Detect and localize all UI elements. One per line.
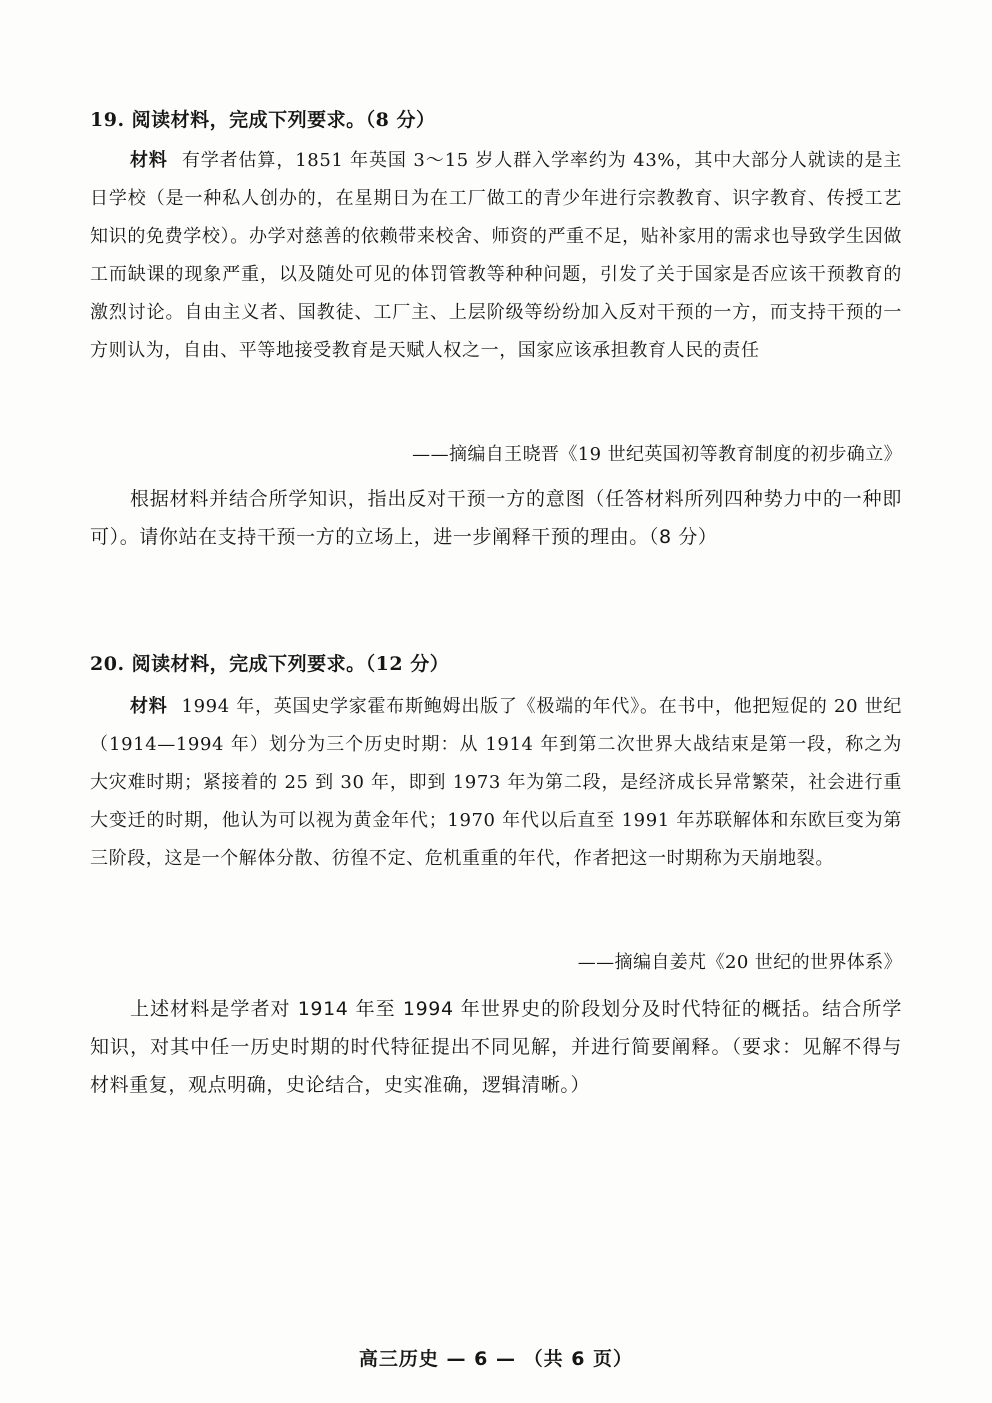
question-20: [90, 652, 902, 676]
material-paragraph: [90, 142, 902, 370]
question-19-title: 19. 阅读材料，完成下列要求。（8 分）: [90, 109, 436, 131]
question-20-prompt: [90, 990, 902, 1104]
material-label: 材料: [130, 696, 168, 717]
question-prompt: 上述材料是学者对 1914 年至 1994 年世界史的阶段划分及时代特征的概括。结合所学知识，对其中任一历史时期的时代特征提出不同见解，并进行简要阐释。（要求：见解不得与材料重复，观点明确，史论结合，史实准确，逻辑清晰。）: [90, 998, 902, 1096]
page-footer: 高三历史 — 6 — （共 6 页）: [358, 1348, 634, 1370]
question-19-material: [90, 142, 902, 370]
material-text: 有学者估算，1851 年英国 3～15 岁人群入学率约为 43%，其中大部分人就读的是主日学校（是一种私人创办的，在星期日为在工厂做工的青少年进行宗教教育、识字教育、传授工艺知识的免费学校）。办学对慈善的依赖带来校舍、师资的严重不足，贴补家用的需求也导致学生因做工而缺课的现象严重，以及随处可见的体罚管教等种种问题，引发了关于国家是否应该干预教育的激烈讨论。自由主义者、国教徒、工厂主、上层阶级等纷纷加入反对干预的一方，而支持干预的一方则认为，自由、平等地接受教育是天赋人权之一，国家应该承担教育人民的责任: [90, 150, 902, 361]
question-20-title: 20. 阅读材料，完成下列要求。（12 分）: [90, 653, 450, 675]
question-19: [90, 108, 902, 132]
question-19-prompt: [90, 480, 902, 556]
question-20-material: [90, 688, 902, 878]
material-label: 材料: [130, 150, 168, 171]
source-citation: ——摘编自王晓晋《19 世纪英国初等教育制度的初步确立》: [412, 444, 902, 465]
material-text: 1994 年，英国史学家霍布斯鲍姆出版了《极端的年代》。在书中，他把短促的 20 世纪（1914—1994 年）划分为三个历史时期：从 1914 年到第二次世界大战结束是第一段，称之为大灾难时期；紧接着的 25 到 30 年，即到 1973 年为第二段，是经济成长异常繁荣，社会进行重大变迁的时期，他认为可以视为黄金年代；1970 年代以后直至 1991 年苏联解体和东欧巨变为第三阶段，这是一个解体分散、彷徨不定、危机重重的年代，作者把这一时期称为天崩地裂。: [90, 696, 902, 869]
source-citation: ——摘编自姜芃《20 世纪的世界体系》: [577, 952, 902, 973]
material-paragraph: [90, 688, 902, 878]
question-20-source: [90, 948, 902, 978]
question-19-source: [90, 440, 902, 470]
question-prompt: 根据材料并结合所学知识，指出反对干预一方的意图（任答材料所列四种势力中的一种即可）。请你站在支持干预一方的立场上，进一步阐释干预的理由。（8 分）: [90, 488, 902, 548]
